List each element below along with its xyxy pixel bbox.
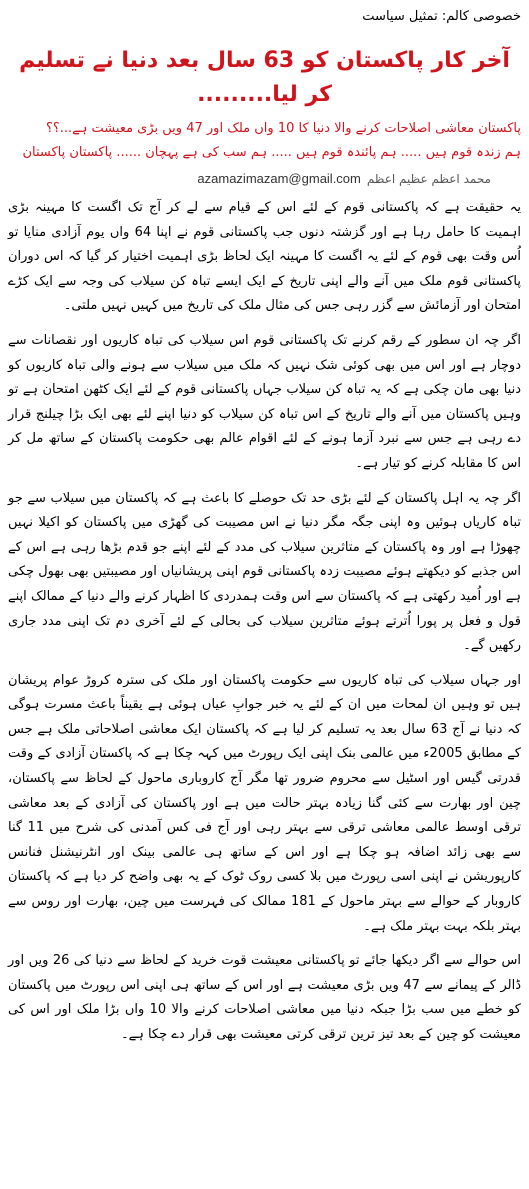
column-kicker: خصوصی کالم: تمثیل سیاست xyxy=(362,9,521,24)
author-email[interactable]: azamazimazam@gmail.com xyxy=(197,171,361,186)
paragraph: اس حوالے سے اگر دیکھا جائے تو پاکستانی معیشت قوت خرید کے لحاظ سے دنیا کی 26 ویں اور ڈالر کے پیمانے سے 47 ویں بڑی معیشت ہے اور اس کے ساتھ ہی اپنی اس رپورٹ میں پاکستان کو خطے میں سب بڑا جبکہ دنیا میں معاشی اصلاحات کرنے والا 10 واں بڑا ملک اور اس کی معیشت کو چین کے بعد تیز ترین ترقی کرتی معیشت بھی قرار دے چکا ہے۔ xyxy=(8,953,521,1042)
headline: آخر کار پاکستان کو 63 سال بعد دنیا نے تسلیم کر لیا......... xyxy=(19,48,510,107)
article-body xyxy=(8,196,521,1048)
byline xyxy=(8,170,491,188)
paragraph: اگر چہ ان سطور کے رقم کرنے تک پاکستانی قوم اس سیلاب کی تباہ کاریوں اور نقصانات سے دوچار ہے اور اس میں بھی کوئی شک نہیں کہ ملک میں سیلاب سے ہونے والی تباہ کاریوں کو دنیا بھی مان چکی ہے کہ یہ تباہ کن سیلاب جہاں پاکستانی قوم کے لئے ایک کٹھن امتحان ہے تو وہیں پاکستان میں آنے والے تاریخ کے اس تباہ کن سیلاب کو دنیا اپنے لئے بھی ایک بڑا چیلنج قرار دے رہی ہے جس سے نبرد آزما ہونے کے لئے اقوام عالم بھی حکومت پاکستان کے ساتھ مل کر اس کا مقابلہ کرنے کو تیار ہے۔ xyxy=(8,332,521,471)
paragraph: اگر چہ یہ اہل پاکستان کے لئے بڑی حد تک حوصلے کا باعث ہے کہ پاکستان میں سیلاب سے جو تباہ کاریاں ہوئیں وہ اپنی جگہ مگر دنیا نے اس مصیبت کی گھڑی میں پاکستان کو اکیلا نہیں چھوڑا ہے اور وہ پاکستان کے متاثرین سیلاب کی مدد کے لئے اپنے جو قدم بڑھا رہی ہے اس کے اس جذبے کو دیکھتے ہوئے مصیبت زدہ پاکستانی قوم اپنی پریشانیاں اور مصیبتیں بھی بھول چکی ہے اور اُمید رکھتی ہے کہ پاکستان سے اس وقت ہمدردی کا اظہار کرنے والے دنیا کے ممالک اپنے قول و فعل پر پورا اُترتے ہوئے متاثرین سیلاب کی بحالی کے لئے آخری دم تک اپنی مدد جاری رکھیں گے۔ xyxy=(8,490,521,654)
author-name: محمد اعظم عظیم اعظم xyxy=(366,172,491,186)
paragraph: اور جہاں سیلاب کی تباہ کاریوں سے حکومت پاکستان اور ملک کی سترہ کروڑ عوام پریشان ہیں تو وہیں ان لمحات میں ان کے لئے یہ خبر جوابِ عیاں ہوئی ہے یقیناً باعث مسرت ہوگی کہ دنیا نے آج 63 سال بعد یہ تسلیم کر لیا ہے کہ پاکستان ایک معاشی اصلاحاتی ملک ہے جس کے مطابق 2005ء میں عالمی بنک اپنی ایک رپورٹ میں کہہ چکا ہے کہ پاکستان آزادی کے وقت قدرتی گیس اور اسٹیل سے محروم ضرور تھا مگر آج کاروباری ماحول کے لحاظ سے پاکستان، چین اور بھارت سے کئی گنا زیادہ بہتر حالت میں ہے اور پاکستان کی آزادی کے بعد معاشی ترقی اوسط عالمی معاشی ترقی سے بہتر رہی اور آج فی کس آمدنی کی شرح میں 11 گنا سے بھی زائد اضافہ ہو چکا ہے اور اس کے ساتھ ہی عالمی بینک اور انٹرنیشنل فنانس کارپوریشن نے اپنی اسی رپورٹ میں بلا کسی روک ٹوک کے یہ بھی واضح کر دیا ہے کہ پاکستان کاروبار کے حوالے سے بہتر ماحول کے 181 ممالک کی فہرست میں چین، بھارت اور روس سے بہتر بلکہ بہت بہتر ملک ہے۔ xyxy=(8,672,522,934)
paragraph: یہ حقیقت ہے کہ پاکستانی قوم کے لئے اس کے قیام سے لے کر آج تک اگست کا مہینہ بڑی اہمیت کا حامل رہا ہے اور گزشتہ دنوں جب پاکستانی قوم نے اپنا 64 واں یوم آزادی منایا تو اُس وقت بھی قوم کے لئے یہ اگست کا مہینہ ایک لحاظ بڑی اہمیت اختیار کر گیا کہ اس دوران پاکستانی قوم ملک میں آنے والے اپنی تاریخ کے ایک ایسے تباہ کن سیلاب کی وجہ سے ایک کڑے امتحان اور آزمائش سے گزر رہی جس کی مثال ملک کی تاریخ میں کہیں نہیں ملتی۔ xyxy=(8,200,521,314)
subheadline: پاکستان معاشی اصلاحات کرنے والا دنیا کا 10 واں ملک اور 47 ویں بڑی معیشت ہے...؟؟ xyxy=(45,121,521,136)
slogans-line: ہم زندہ قوم ہیں ..... ہم پائندہ قوم ہیں ..... ہم سب کی ہے پہچان ...... پاکستان پاکستان xyxy=(22,145,521,160)
